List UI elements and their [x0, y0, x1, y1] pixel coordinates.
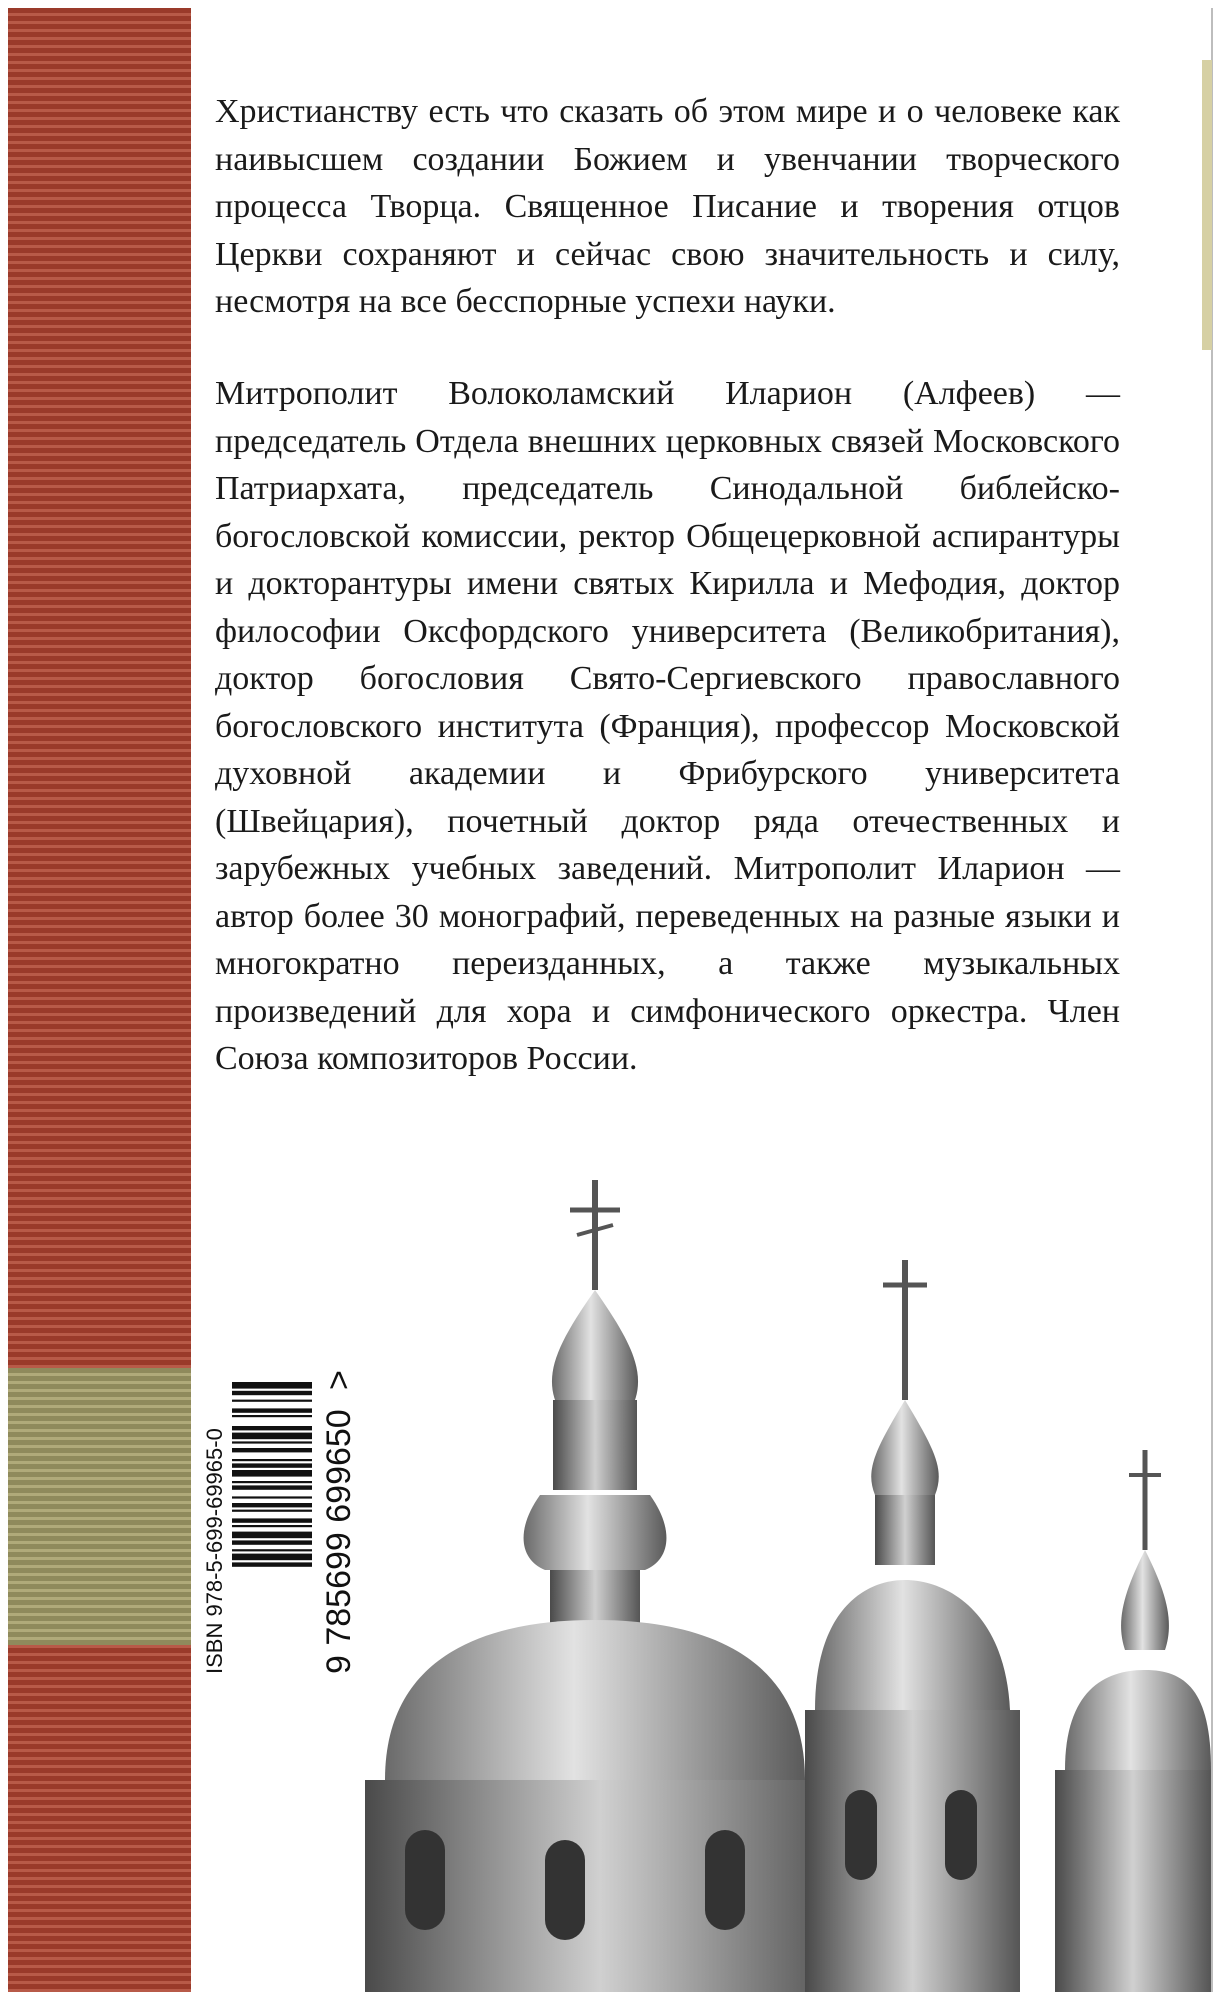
- barcode-bar: [232, 1463, 312, 1467]
- church-domes-photo: [345, 1150, 1211, 1992]
- author-bio-paragraph: Митрополит Волоколамский Иларион (Алфеев) — председатель Отдела внешних церковных связей Московского Патриархата, председатель Синодальной библейско-богословской комиссии, ректор Общецерковной аспирантуры и докторантуры имени святых Кирилла и Мефодия, доктор философии Оксфордского университета (Великобритания), доктор богословия Свято-Сергиевского православного богословского института (Франция), профессор Московской духовной академии и Фрибурского университета (Швейцария), почетный доктор ряда отечественных и зарубежных учебных заведений. Митрополит Иларион — автор более 30 монографий, переведенных на разные языки и многократно переизданных, а также музыкальных произведений для хора и симфонического оркестра. Член Союза композиторов России.: [215, 375, 1120, 1077]
- barcode-bar: [232, 1549, 312, 1551]
- barcode-bar: [232, 1448, 312, 1452]
- spine-stripe-olive: [8, 1368, 191, 1645]
- barcode-bar: [232, 1408, 312, 1412]
- barcode-graphic: [200, 1362, 365, 1677]
- barcode-bar: [232, 1426, 312, 1430]
- barcode: [200, 1362, 365, 1677]
- barcode-bar: [232, 1441, 312, 1443]
- barcode-bar: [232, 1415, 312, 1417]
- barcode-bar: [232, 1503, 312, 1507]
- middle-dome: [805, 1260, 1020, 1992]
- barcode-bar: [232, 1391, 312, 1395]
- barcode-marker: >: [320, 1370, 358, 1390]
- barcode-bar: [232, 1562, 312, 1566]
- barcode-bar: [232, 1481, 312, 1483]
- spine-stripe-red: [8, 8, 191, 1992]
- barcode-bar: [232, 1400, 312, 1402]
- barcode-bar: [232, 1470, 312, 1477]
- barcode-bar: [232, 1540, 312, 1544]
- barcode-bar: [232, 1518, 312, 1522]
- barcode-bar: [232, 1525, 312, 1527]
- barcode-bar: [232, 1459, 312, 1461]
- barcode-bars: [232, 1382, 312, 1567]
- barcode-bar: [232, 1532, 312, 1539]
- barcode-digits: 9 785699 699650: [320, 1409, 358, 1674]
- barcode-bar: [232, 1554, 312, 1561]
- barcode-bar: [232, 1382, 312, 1389]
- intro-paragraph: Христианству есть что сказать об этом мире и о человеке как наивысшем создании Божием и увенчании творческого процесса Творца. Священное Писание и творения отцов Церкви сохраняют и сейчас свою значительность и силу, несмотря на все бесспорные успехи науки.: [215, 93, 1120, 320]
- large-dome: [365, 1180, 835, 1992]
- barcode-bar: [232, 1496, 312, 1498]
- barcode-bar: [232, 1510, 312, 1512]
- barcode-bar: [232, 1433, 312, 1440]
- barcode-bar: [232, 1485, 312, 1489]
- right-accent-strip: [1202, 60, 1212, 350]
- small-dome: [1055, 1450, 1211, 1992]
- isbn-label: ISBN 978-5-699-69965-0: [202, 1428, 227, 1674]
